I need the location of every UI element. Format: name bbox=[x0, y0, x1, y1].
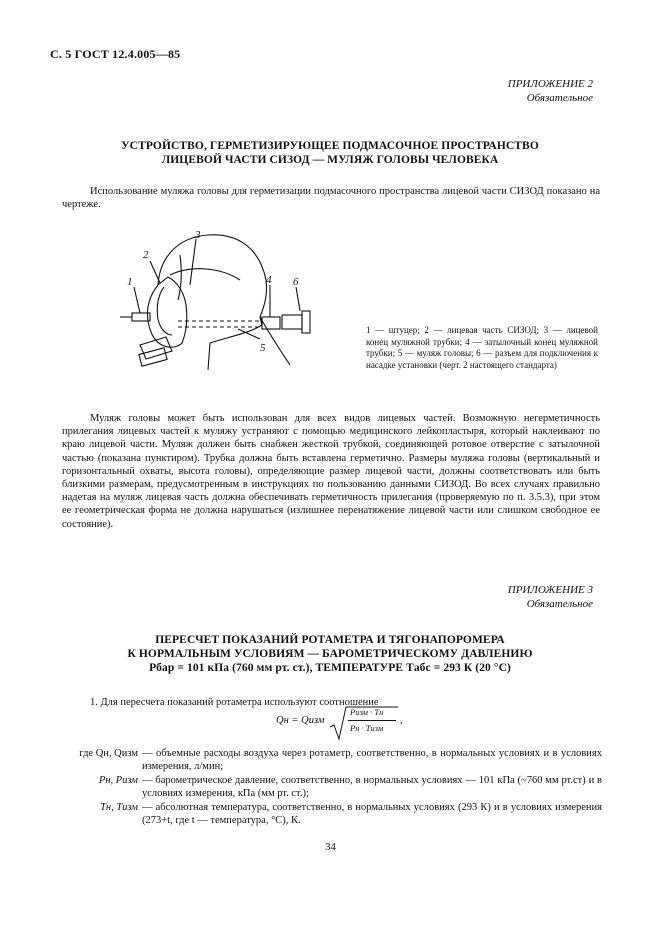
valve-box bbox=[140, 337, 172, 359]
appendix3-label: ПРИЛОЖЕНИЕ 3 bbox=[507, 584, 593, 596]
callout-2: 2 bbox=[143, 249, 149, 261]
appendix3-item1: 1. Для пересчета показаний ротаметра используют соотношение bbox=[90, 697, 379, 708]
appendix2-status: Обязательное bbox=[526, 92, 593, 104]
figure-legend: 1 — штуцер; 2 — лицевая часть СИЗОД; 3 — лицевой конец муляжной трубки; 4 — затылочный конец муляжной трубки; 5 — муляж головы; 6 — разъем для подключения к насадке установки (черт. 2 настоящего стандарта) bbox=[366, 325, 598, 370]
mask-strap bbox=[170, 269, 240, 280]
appendix3-status: Обязательное bbox=[526, 598, 593, 610]
definition-row bbox=[62, 801, 602, 827]
rear-connector bbox=[302, 311, 310, 333]
appendix2-intro: Использование муляжа головы для герметизации подмасочного пространства лицевой части СИЗОД показано на чертеже. bbox=[62, 186, 600, 211]
neck-outline bbox=[260, 317, 290, 365]
appendix2-body: Муляж головы может быть использован для всех видов лицевых частей. Возможную негерметичность прилегания лицевых частей к муляжу устраняют с помощью медицинского лейкопластыря, который наклеивают по краю лицевой части. Муляж должен быть снабжен жесткой трубкой, соединяющей ротовое отверстие с затылочной частью (показана пунктиром). Трубка должна быть вставлена герметично. Размеры муляжа головы (вертикальный и горизонтальный охваты, высота головы), определяющие размер лицевой части, должны соответствовать или быть близкими размерам, предусмотренным в инструкциях по пользованию данными СИЗОД. Во всех случаях правильно надетая на муляж лицевая часть должна обеспечивать герметичность прилегания (проверяемую по п. 3.5.3), при этом ее геометрическая форма не должна нарушаться (излишнее перенатяжение лицевой части или слишком свободное ее состояние). bbox=[62, 413, 600, 530]
formula-lhs: Qн = Qизм bbox=[276, 715, 325, 726]
rotameter-formula: Qн = Qизм Pизм · Tн Pн · Tизм , bbox=[270, 701, 410, 743]
definition-row bbox=[62, 774, 602, 800]
appendix3-title-line2: К НОРМАЛЬНЫМ УСЛОВИЯМ — БАРОМЕТРИЧЕСКОМУ ДАВЛЕНИЮ bbox=[127, 648, 533, 660]
mask-inner bbox=[157, 287, 172, 335]
appendix2-title bbox=[60, 139, 600, 167]
definition-text: — абсолютная температура, соответственно, в нормальных условиях (293 К) и в условиях измерения (273+t, где t — температура, °С), К. bbox=[142, 802, 602, 826]
variable-definitions bbox=[62, 747, 602, 828]
callout-6: 6 bbox=[293, 276, 299, 288]
head-mannequin-drawing bbox=[110, 225, 330, 385]
definition-symbol: Pн, Pизм bbox=[98, 775, 138, 786]
definition-symbol: где Qн, Qизм bbox=[79, 748, 138, 759]
head-outline bbox=[158, 235, 267, 370]
appendix2-title-line1: УСТРОЙСТВО, ГЕРМЕТИЗИРУЮЩЕЕ ПОДМАСОЧНОЕ ПРОСТРАНСТВО bbox=[121, 140, 539, 152]
callout-1: 1 bbox=[127, 276, 133, 288]
definition-text: — объемные расходы воздуха через ротаметр, соответственно, в нормальных условиях и в условиях измерения, л/мин; bbox=[142, 748, 602, 772]
page-number: 34 bbox=[325, 842, 336, 853]
callout-3: 3 bbox=[195, 229, 201, 241]
callout-4: 4 bbox=[266, 274, 272, 286]
appendix2-label: ПРИЛОЖЕНИЕ 2 bbox=[507, 78, 593, 90]
definition-symbol: Tн, Tизм bbox=[100, 802, 138, 813]
callout-5: 5 bbox=[260, 342, 266, 354]
appendix3-title-line3: Pбар = 101 кПа (760 мм рт. ст.), ТЕМПЕРАТУРЕ Tабс = 293 К (20 °С) bbox=[149, 662, 511, 674]
appendix3-label-block bbox=[508, 583, 593, 611]
rear-tube bbox=[262, 317, 280, 329]
appendix3-title-line1: ПЕРЕСЧЕТ ПОКАЗАНИЙ РОТАМЕТРА И ТЯГОНАПОРОМЕРА bbox=[155, 634, 505, 646]
definition-text: — барометрическое давление, соответственно, в нормальных условиях — 101 кПа (~760 мм рт.ст) и в условиях измерения, кПа (мм рт. ст.); bbox=[142, 775, 602, 799]
formula-numerator: Pизм · Tн bbox=[350, 707, 384, 717]
appendix3-title bbox=[60, 633, 600, 675]
fraction-bar bbox=[348, 720, 396, 721]
appendix2-label-block bbox=[508, 77, 593, 105]
formula-denominator: Pн · Tизм bbox=[350, 723, 384, 733]
definition-row bbox=[62, 747, 602, 773]
page-header: С. 5 ГОСТ 12.4.005—85 bbox=[50, 47, 181, 61]
appendix2-title-line2: ЛИЦЕВОЙ ЧАСТИ СИЗОД — МУЛЯЖ ГОЛОВЫ ЧЕЛОВЕКА bbox=[161, 154, 499, 166]
